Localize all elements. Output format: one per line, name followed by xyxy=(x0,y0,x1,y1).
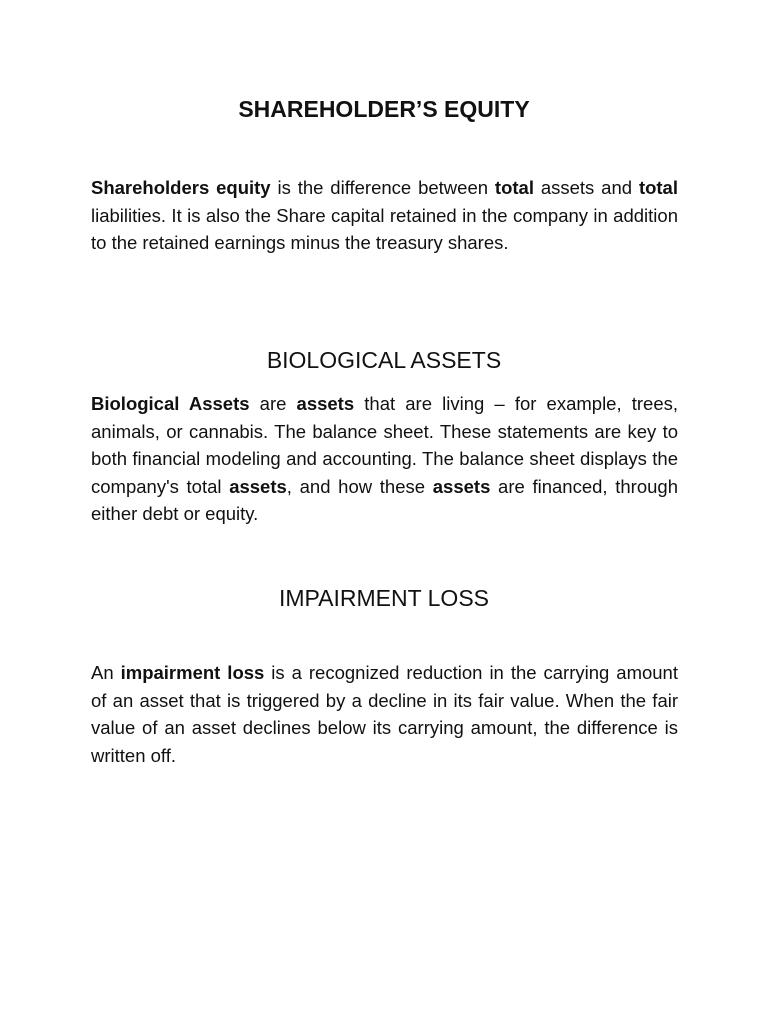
paragraph-shareholders-equity xyxy=(91,174,678,257)
heading-shareholders-equity: SHAREHOLDER’S EQUITY xyxy=(238,96,530,122)
text-span: liabilities. It is also the Share capital retained in the company in addition to the retained earnings minus the treasury shares. xyxy=(91,204,678,253)
text-span: are xyxy=(249,393,297,414)
term-biological-assets: Biological Assets xyxy=(91,393,250,414)
term-assets: assets xyxy=(296,393,355,414)
text-span: that are living – for example, trees, animals, or cannabis. The balance sheet. These statements are key to both financial modeling and accounting. The balance sheet displays the company's total xyxy=(91,393,678,497)
text-span: is the difference between xyxy=(270,177,495,198)
term-impairment-loss: impairment loss xyxy=(120,662,265,683)
text-span: are financed, through either debt or equity. xyxy=(91,475,678,524)
text-span: is a recognized reduction in the carrying amount of an asset that is triggered by a decline in its fair value. When the fair value of an asset declines below its carrying amount, the difference is written off. xyxy=(91,662,678,766)
term-total: total xyxy=(494,177,534,198)
text-span: assets and xyxy=(533,177,639,198)
paragraph-biological-assets xyxy=(91,390,678,528)
heading-biological-assets: BIOLOGICAL ASSETS xyxy=(266,347,502,373)
term-assets: assets xyxy=(229,475,287,497)
heading-impairment-loss: IMPAIRMENT LOSS xyxy=(278,585,490,611)
text-span: , and how these xyxy=(286,475,433,497)
term-shareholders-equity: Shareholders equity xyxy=(91,177,271,198)
term-total: total xyxy=(638,177,678,198)
term-assets: assets xyxy=(432,475,491,497)
paragraph-impairment-loss xyxy=(91,659,678,769)
text-span: An xyxy=(91,662,121,683)
